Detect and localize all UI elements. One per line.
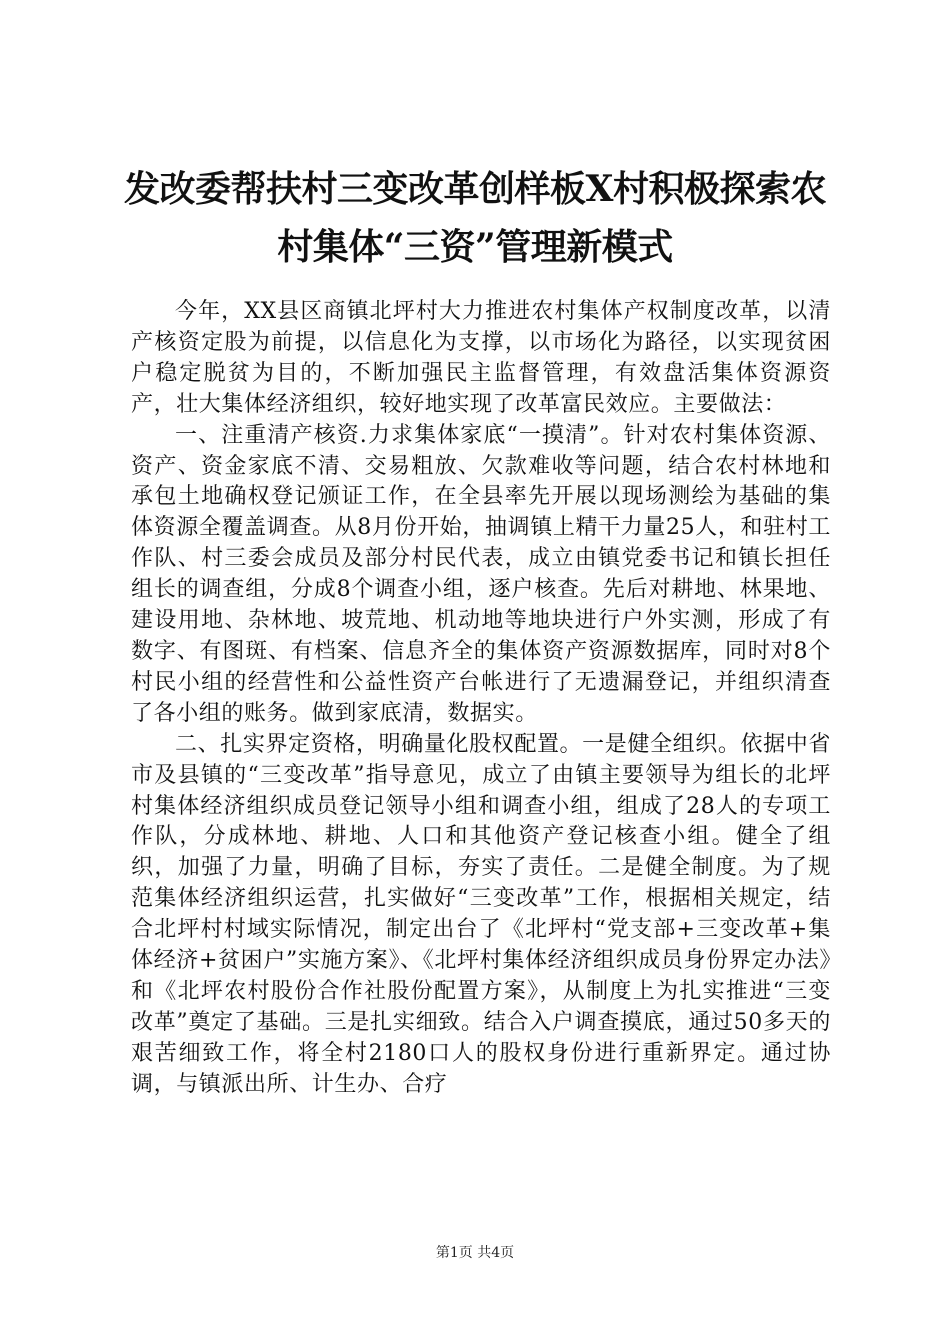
title-line-2: 村集体“三资”管理新模式 xyxy=(277,226,673,268)
paragraph-section-2: 二、扎实界定资格，明确量化股权配置。一是健全组织。依据中省市及县镇的“三变改革”指导意见，成立了由镇主要领导为组长的北坪村集体经济组织成员登记领导小组和调查小组，组成了28人的专项工作队，分成林地、耕地、人口和其他资产登记核查小组。健全了组织，加强了力量，明确了目标，夯实了责任。二是健全制度。为了规范集体经济组织运营，扎实做好“三变改革”工作，根据相关规定，结合北坪村村域实际情况，制定出台了《北坪村“党支部+三变改革+集体经济+贫困户”实施方案》、《北坪村集体经济组织成员身份界定办法》和《北坪农村股份合作社股份配置方案》，从制度上为扎实推进“三变改革”奠定了基础。三是扎实细致。结合入户调查摸底，通过50多天的艰苦细致工作，将全村2180口人的股权身份进行重新界定。通过协调，与镇派出所、计生办、合疗 xyxy=(131,731,831,1097)
document-title xyxy=(120,160,830,276)
document-body xyxy=(131,297,831,1101)
paragraph-intro: 今年，XX县区商镇北坪村大力推进农村集体产权制度改革，以清产核资定股为前提，以信息化为支撑，以市场化为路径，以实现贫困户稳定脱贫为目的，不断加强民主监督管理，有效盘活集体资源资产，壮大集体经济组织，较好地实现了改革富民效应。主要做法： xyxy=(131,299,831,417)
paragraph-section-1: 一、注重清产核资.力求集体家底“一摸清”。针对农村集体资源、资产、资金家底不清、交易粗放、欠款难收等问题，结合农村林地和承包土地确权登记颁证工作，在全县率先开展以现场测绘为基础的集体资源全覆盖调查。从8月份开始，抽调镇上精干力量25人，和驻村工作队、村三委会成员及部分村民代表，成立由镇党委书记和镇长担任组长的调查组，分成8个调查小组，逐户核查。先后对耕地、林果地、建设用地、杂林地、坡荒地、机动地等地块进行户外实测，形成了有数字、有图斑、有档案、信息齐全的集体资产资源数据库，同时对8个村民小组的经营性和公益性资产台帐进行了无遗漏登记，并组织清查了各小组的账务。做到家底清，数据实。 xyxy=(131,422,831,726)
title-line-1: 发改委帮扶村三变改革创样板X村积极探索农 xyxy=(124,168,826,210)
page-footer: 第1页 共4页 xyxy=(435,1245,515,1261)
